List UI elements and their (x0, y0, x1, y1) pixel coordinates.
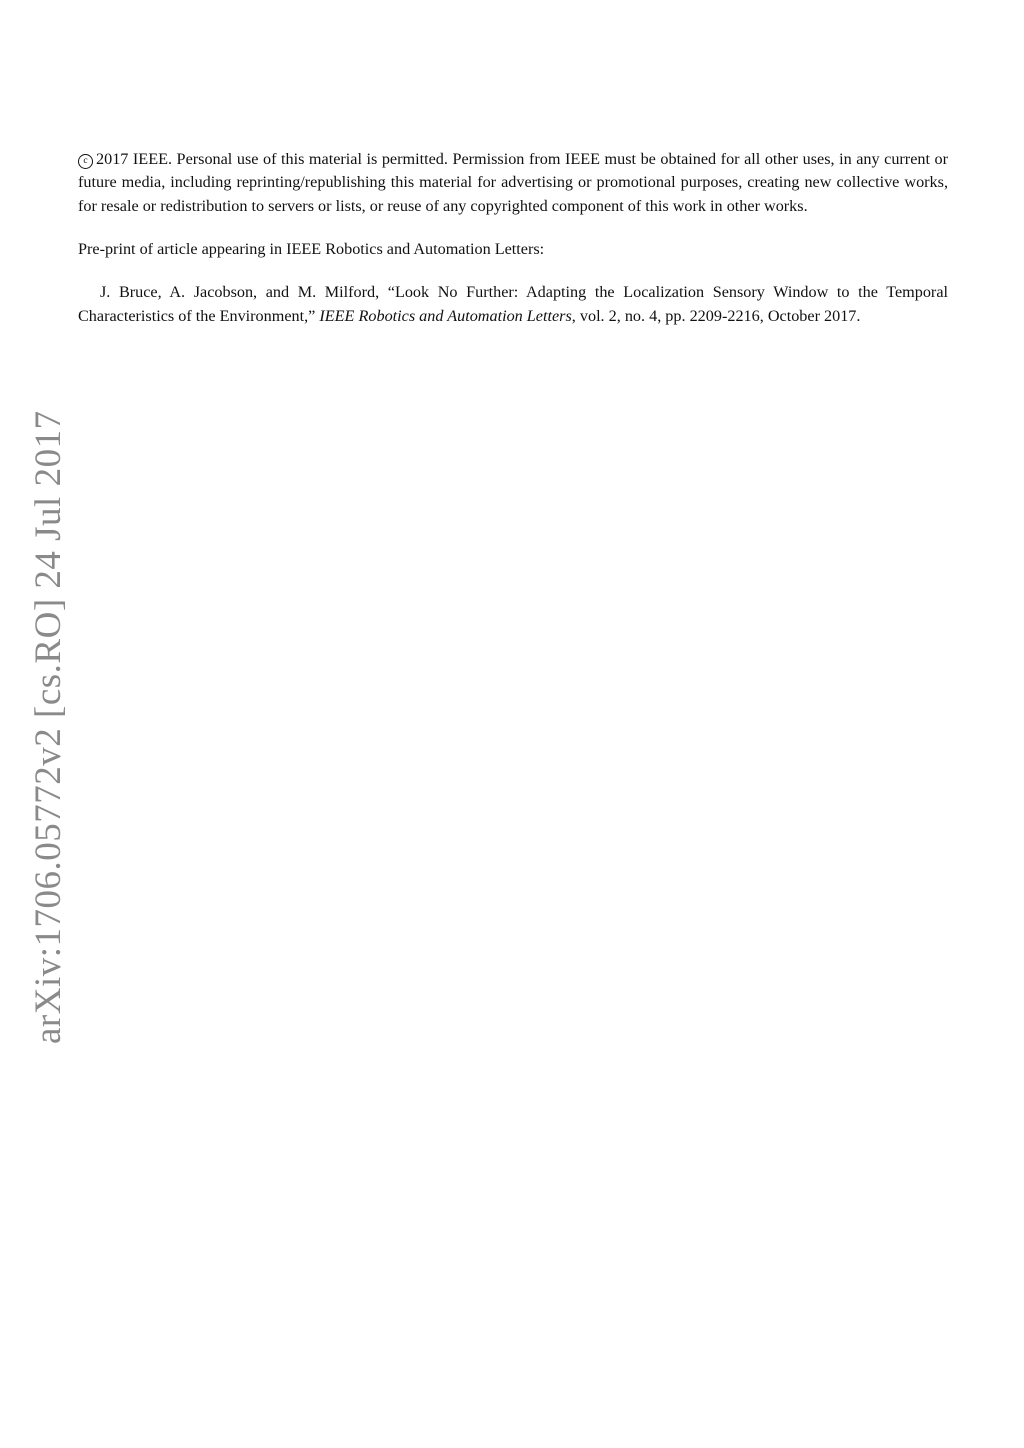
citation-authors-title: J. Bruce, A. Jacobson, and M. Milford, “Look No Further: Adapting the Localization Sensory Window to the Temporal Characteristics of the Environment,” (78, 283, 948, 325)
copyright-icon: c (78, 154, 93, 169)
arxiv-identifier-text: arXiv:1706.05772v2 [cs.RO] 24 Jul 2017 (27, 410, 69, 1044)
preprint-note: Pre-print of article appearing in IEEE Robotics and Automation Letters: (78, 239, 545, 258)
copyright-paragraph (78, 148, 948, 218)
copyright-text: 2017 IEEE. Personal use of this material is permitted. Permission from IEEE must be obtained for all other uses, in any current or future media, including reprinting/republishing this material for advertising or promotional purposes, creating new collective works, for resale or redistribution to servers or lists, or reuse of any copyrighted component of this work in other works. (78, 150, 948, 215)
citation-journal: IEEE Robotics and Automation Letters (319, 306, 572, 325)
citation-paragraph (78, 281, 948, 328)
citation-details: , vol. 2, no. 4, pp. 2209-2216, October 2017. (571, 306, 861, 325)
document-body (78, 148, 948, 328)
